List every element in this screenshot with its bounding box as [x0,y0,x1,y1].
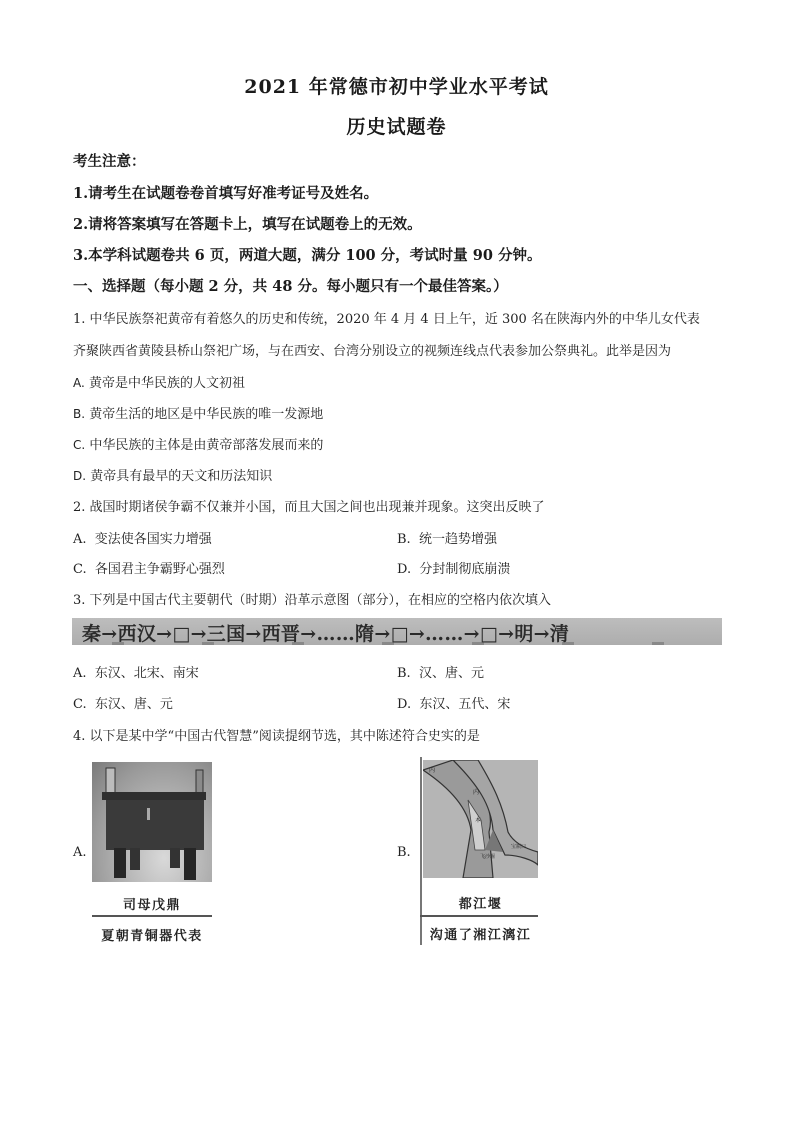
section-title: 一、选择题（每小题 2 分，共 48 分。每小题只有一个最佳答案。） [73,278,508,295]
option-text: 黄帝是中华民族的人文初祖 [88,376,245,391]
option-text: 东汉、五代、宋 [419,697,511,712]
q4-option-a-figure[interactable] [92,762,212,944]
q1-option-d[interactable] [73,465,272,484]
question-number: 1. [73,312,86,327]
river-map-icon [423,760,538,878]
q4-option-b-label[interactable]: B. [397,845,411,860]
q2-option-a[interactable] [73,528,212,547]
q3-option-a[interactable] [73,662,199,681]
option-text: 中华民族的主体是由黄帝部落发展而来的 [89,438,324,453]
q1-option-a[interactable] [73,372,245,391]
notice-heading: 考生注意： [73,153,146,170]
q3-option-d[interactable] [397,693,510,712]
option-label: B. [397,532,411,547]
bronze-ding-photo [92,762,212,882]
svg-text:内: 内 [473,789,480,796]
question-number: 4. [73,729,86,744]
question-text: 中华民族祭祀黄帝有着悠久的历史和传统，2020 年 4 月 4 日上午，近 300 名在陕海内外的中华儿女代表 [89,312,700,327]
question-4-stem [73,725,480,744]
question-1-stem-cont: 齐聚陕西省黄陵县桥山祭祀广场，与在西安、台湾分别设立的视频连线点代表参加公祭典礼。此举是因为 [73,344,672,359]
option-text: 统一趋势增强 [418,532,497,547]
dynasty-timeline-text: 秦→西汉→□→三国→西晋→……隋→□→……→□→明→清 [82,623,570,645]
q2-option-d[interactable] [397,558,510,577]
figure-a-caption-top: 司母戊鼎 [122,898,181,913]
notice-item: 3.本学科试题卷共 6 页，两道大题，满分 100 分，考试时量 90 分钟。 [73,247,542,264]
option-label: D. [397,697,412,712]
option-text: 东汉、北宋、南宋 [94,666,199,681]
option-text: 汉、唐、元 [418,666,484,681]
option-label: D. [73,469,87,483]
caption-divider [420,915,538,917]
question-number: 3. [73,593,86,608]
q1-option-c[interactable] [73,434,323,453]
option-text: 黄帝生活的地区是中华民族的唯一发源地 [89,407,324,422]
option-label: B. [73,407,86,421]
exam-subtitle: 历史试题卷 [346,116,447,138]
option-text: 黄帝具有最早的天文和历法知识 [90,469,273,484]
notice-item: 1.请考生在试题卷卷首填写好准考证号及姓名。 [73,185,379,202]
bronze-ding-icon [92,762,212,882]
option-label: C. [73,697,87,712]
dynasty-timeline-image [72,618,722,645]
question-text: 以下是某中学“中国古代智慧”阅读提纲节选，其中陈述符合史实的是 [89,729,480,744]
exam-title: 2021 年常德市初中学业水平考试 [244,76,549,98]
option-label: A. [73,532,87,547]
svg-text:本: 本 [475,817,482,824]
option-label: C. [73,438,86,452]
q4-option-a-label[interactable]: A. [73,845,87,860]
question-1-stem [73,308,700,327]
option-text: 分封制彻底崩溃 [419,562,511,577]
option-text: 东汉、唐、元 [94,697,173,712]
q3-option-c[interactable] [73,693,173,712]
option-text: 变法使各国实力增强 [94,532,212,547]
figure-a-caption-bottom: 夏朝青铜器代表 [101,929,203,944]
q2-option-b[interactable] [397,528,497,547]
notice-item: 2.请将答案填写在答题卡上，填写在试题卷上的无效。 [73,216,422,233]
question-2-stem [73,496,545,515]
option-label: D. [397,562,412,577]
caption-divider [92,915,212,917]
question-3-stem [73,589,551,608]
question-text: 下列是中国古代主要朝代（时期）沿革示意图（部分），在相应的空格内依次填入 [89,593,552,608]
option-text: 各国君主争霸野心强烈 [94,562,225,577]
q3-option-b[interactable] [397,662,484,681]
option-label: A. [73,666,87,681]
option-label: B. [397,666,411,681]
dujiangyan-map [423,760,538,878]
option-label: A. [73,376,85,390]
q4-option-b-figure[interactable] [423,760,541,945]
figure-b-caption-top: 都江堰 [458,897,503,912]
q1-option-b[interactable] [73,403,323,422]
svg-text:飞沙堰: 飞沙堰 [480,854,496,860]
option-label: C. [73,562,87,577]
question-text: 战国时期诸侯争霸不仅兼并小国，而且大国之间也出现兼并现象。这突出反映了 [89,500,545,515]
figure-b-caption-bottom: 沟通了湘江漓江 [429,928,532,943]
q2-option-c[interactable] [73,558,225,577]
svg-text:内: 内 [429,767,436,774]
svg-text:宝瓶口: 宝瓶口 [511,844,527,850]
cropped-text-remnant [72,642,722,645]
question-number: 2. [73,500,86,515]
